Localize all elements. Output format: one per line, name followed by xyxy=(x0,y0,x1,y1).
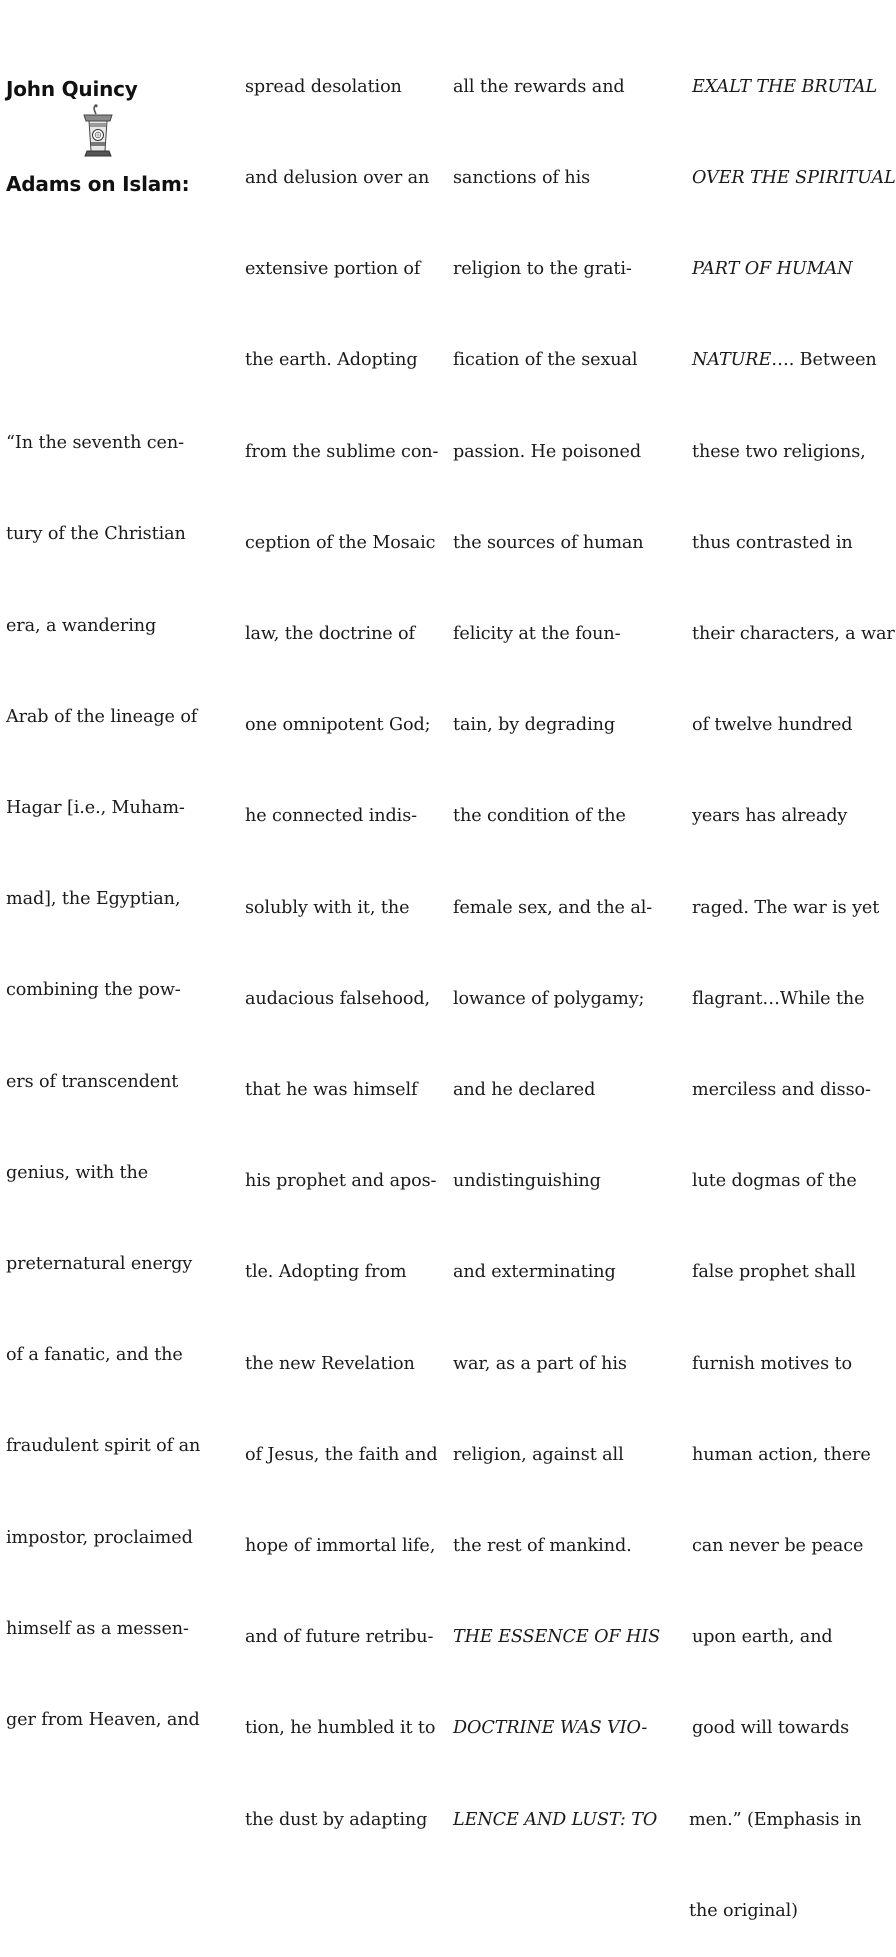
text-line: spread desolation xyxy=(245,76,402,97)
text-line: of Jesus, the faith and xyxy=(245,1444,438,1465)
text-line: the sources of human xyxy=(453,532,644,553)
text-line: the rest of mankind. xyxy=(453,1536,632,1557)
emblem-spacer xyxy=(6,261,206,367)
text-line: war, as a part of his xyxy=(453,1353,627,1374)
text-line: furnish motives to xyxy=(692,1353,852,1374)
text-line: combining the pow- xyxy=(6,980,181,1001)
text-line: female sex, and the al- xyxy=(453,897,653,918)
podium-emblem-icon xyxy=(78,104,118,162)
text-line: can never be peace xyxy=(692,1536,864,1557)
emphasis-line: THE ESSENCE OF HIS xyxy=(453,1627,661,1648)
emphasis-fragment: NATURE xyxy=(692,350,772,371)
mixed-line xyxy=(689,345,889,375)
emphasis-line: LENCE AND LUST: TO xyxy=(453,1809,658,1830)
article-column-2 xyxy=(245,11,445,1865)
text-line: ger from Heaven, and xyxy=(6,1710,200,1731)
text-line: one omnipotent God; xyxy=(245,715,431,736)
emphasis-line: EXALT THE BRUTAL xyxy=(692,76,878,97)
text-line: good will towards xyxy=(692,1718,850,1739)
text-line: lute dogmas of the xyxy=(692,1171,857,1192)
article-column-1 xyxy=(6,11,206,1766)
text-line: and delusion over an xyxy=(245,168,430,189)
text-line: extensive portion of xyxy=(245,259,421,280)
text-line: men.” (Emphasis in xyxy=(689,1809,862,1830)
text-line: tle. Adopting from xyxy=(245,1262,407,1283)
text-line: solubly with it, the xyxy=(245,897,410,918)
text-line: years has already xyxy=(692,806,848,827)
emphasis-line: PART OF HUMAN xyxy=(692,259,853,280)
text-line: these two religions, xyxy=(692,441,866,462)
text-line: preternatural energy xyxy=(6,1254,193,1275)
text-line: tion, he humbled it to xyxy=(245,1718,436,1739)
text-line: flagrant…While the xyxy=(692,988,865,1009)
text-line: and exterminating xyxy=(453,1262,616,1283)
text-line: tury of the Christian xyxy=(6,524,186,545)
text-line: and of future retribu- xyxy=(245,1627,434,1648)
text-line: the dust by adapting xyxy=(245,1809,428,1830)
text-line: merciless and disso- xyxy=(692,1080,871,1101)
text-line: raged. The war is yet xyxy=(692,897,880,918)
text-line: their characters, a war xyxy=(692,624,895,645)
text-line: himself as a messen- xyxy=(6,1618,189,1639)
text-line: human action, there xyxy=(692,1444,871,1465)
text-line: of twelve hundred xyxy=(692,715,853,736)
emphasis-line: OVER THE SPIRITUAL xyxy=(692,168,896,189)
text-line: ception of the Mosaic xyxy=(245,532,436,553)
text-line: ers of transcendent xyxy=(6,1071,179,1092)
article-column-3 xyxy=(453,11,673,1865)
text-fragment: …. Between xyxy=(771,350,877,371)
text-line: lowance of polygamy; xyxy=(453,988,645,1009)
text-line: thus contrasted in xyxy=(692,532,853,553)
text-line: upon earth, and xyxy=(692,1627,833,1648)
text-line: mad], the Egyptian, xyxy=(6,889,181,910)
text-line: impostor, proclaimed xyxy=(6,1527,193,1548)
text-line: fraudulent spirit of an xyxy=(6,1436,201,1457)
text-line: sanctions of his xyxy=(453,168,591,189)
text-line: the earth. Adopting xyxy=(245,350,418,371)
text-line: undistinguishing xyxy=(453,1171,601,1192)
text-line: passion. He poisoned xyxy=(453,441,642,462)
text-line: that he was himself xyxy=(245,1080,418,1101)
text-line: “In the seventh cen- xyxy=(6,433,184,454)
text-line: tain, by degrading xyxy=(453,715,616,736)
text-line: the condition of the xyxy=(453,806,626,827)
text-line: Arab of the lineage of xyxy=(6,706,198,727)
text-line: felicity at the foun- xyxy=(453,624,621,645)
text-line: he connected indis- xyxy=(245,806,417,827)
text-line: hope of immortal life, xyxy=(245,1536,436,1557)
text-line: the original) xyxy=(689,1900,798,1921)
text-line: religion, against all xyxy=(453,1444,624,1465)
emphasis-line: DOCTRINE WAS VIO- xyxy=(453,1718,648,1739)
text-line: and he declared xyxy=(453,1080,596,1101)
text-line: Hagar [i.e., Muham- xyxy=(6,798,185,819)
text-line: religion to the grati- xyxy=(453,259,632,280)
text-line: the new Revelation xyxy=(245,1353,415,1374)
text-line: all the rewards and xyxy=(453,76,625,97)
article-title-line-2: Adams on Islam: xyxy=(6,171,190,196)
article-title-line-1: John Quincy xyxy=(6,76,138,101)
article-column-4 xyxy=(689,11,896,1957)
text-line: from the sublime con- xyxy=(245,441,439,462)
text-line: law, the doctrine of xyxy=(245,624,415,645)
text-line: of a fanatic, and the xyxy=(6,1345,183,1366)
text-line: audacious falsehood, xyxy=(245,988,431,1009)
text-line: genius, with the xyxy=(6,1162,149,1183)
text-line: false prophet shall xyxy=(692,1262,856,1283)
text-line: fication of the sexual xyxy=(453,350,638,371)
text-line: his prophet and apos- xyxy=(245,1171,437,1192)
text-line: era, a wandering xyxy=(6,615,157,636)
